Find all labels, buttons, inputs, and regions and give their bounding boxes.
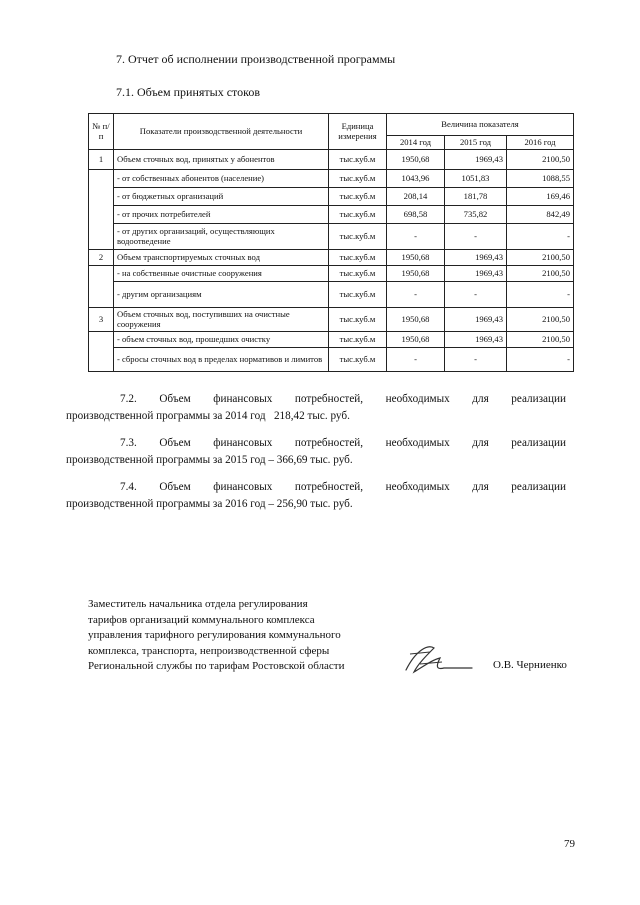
word: Объем xyxy=(159,437,191,449)
table-row xyxy=(89,188,574,206)
row-name: - от бюджетных организаций xyxy=(114,188,329,206)
row-value: 1088,55 xyxy=(507,170,574,188)
row-value: - xyxy=(507,282,574,308)
row-value: - xyxy=(387,224,445,250)
stocks-table xyxy=(88,113,574,372)
paragraph-line: производственной программы за 2014 год 218,42 тыс. руб. xyxy=(66,410,350,422)
row-name: Объем сточных вод, поступивших на очистные сооружения xyxy=(114,308,329,332)
word: Объем xyxy=(159,393,191,405)
row-value: - xyxy=(507,348,574,372)
word: реализации xyxy=(511,393,566,405)
word: финансовых xyxy=(213,393,273,405)
row-value: 698,58 xyxy=(387,206,445,224)
row-num xyxy=(89,332,114,372)
header-value: Величина показателя xyxy=(387,114,574,136)
row-name: - на собственные очистные сооружения xyxy=(114,266,329,282)
word: потребностей, xyxy=(294,437,364,449)
header-year: 2015 год xyxy=(445,136,507,150)
table-row xyxy=(89,224,574,250)
row-unit: тыс.куб.м xyxy=(329,206,387,224)
row-name: Объем сточных вод, принятых у абонентов xyxy=(114,150,329,170)
signatory-line: Заместитель начальника отдела регулирования xyxy=(88,598,308,610)
row-value: 181,78 xyxy=(445,188,507,206)
row-unit: тыс.куб.м xyxy=(329,150,387,170)
word: финансовых xyxy=(213,481,273,493)
paragraph-line: производственной программы за 2015 год – 366,69 тыс. руб. xyxy=(66,454,353,466)
table-row xyxy=(89,150,574,170)
signatory-line: Региональной службы по тарифам Ростовской области xyxy=(88,660,345,672)
row-unit: тыс.куб.м xyxy=(329,308,387,332)
row-value: 208,14 xyxy=(387,188,445,206)
table-row xyxy=(89,348,574,372)
word: реализации xyxy=(511,481,566,493)
word: для xyxy=(472,393,489,405)
row-value: 1969,43 xyxy=(445,250,507,266)
row-value: 842,49 xyxy=(507,206,574,224)
row-value: 1950,68 xyxy=(387,250,445,266)
row-unit: тыс.куб.м xyxy=(329,348,387,372)
row-value: - xyxy=(387,282,445,308)
row-value: 2100,50 xyxy=(507,332,574,348)
row-value: 1969,43 xyxy=(445,150,507,170)
word: необходимых xyxy=(385,481,450,493)
table-row xyxy=(89,308,574,332)
word: Объем xyxy=(159,481,191,493)
row-num xyxy=(89,170,114,250)
row-value: 2100,50 xyxy=(507,266,574,282)
handwritten-signature xyxy=(400,640,480,682)
signatory-line: комплекса, транспорта, непроизводственной сферы xyxy=(88,644,330,657)
row-value: 2100,50 xyxy=(507,308,574,332)
word: необходимых xyxy=(385,437,450,449)
header-year: 2016 год xyxy=(507,136,574,150)
row-value: - xyxy=(445,282,507,308)
row-value: 1969,43 xyxy=(445,266,507,282)
section-heading: 7. Отчет об исполнении производственной программы xyxy=(116,52,396,66)
row-value: 1051,83 xyxy=(445,170,507,188)
row-value: - xyxy=(387,348,445,372)
word: 7.4. xyxy=(120,481,137,493)
word: для xyxy=(472,437,489,449)
table-row xyxy=(89,170,574,188)
row-num: 3 xyxy=(89,308,114,332)
row-unit: тыс.куб.м xyxy=(329,250,387,266)
row-name: - от других организаций, осуществляющих водоотведение xyxy=(114,224,329,250)
row-value: 1950,68 xyxy=(387,266,445,282)
row-unit: тыс.куб.м xyxy=(329,188,387,206)
row-unit: тыс.куб.м xyxy=(329,282,387,308)
row-name: - от прочих потребителей xyxy=(114,206,329,224)
row-value: 1950,68 xyxy=(387,308,445,332)
subsection-heading: 7.1. Объем принятых стоков xyxy=(116,85,260,99)
word: финансовых xyxy=(213,437,273,449)
signatory-name: О.В. Черниенко xyxy=(493,659,567,671)
page-number: 79 xyxy=(564,838,575,850)
word: потребностей, xyxy=(294,393,364,405)
row-unit: тыс.куб.м xyxy=(329,224,387,250)
word: 7.2. xyxy=(120,393,137,405)
row-name: - от собственных абонентов (население) xyxy=(114,170,329,188)
signatory-line: управления тарифного регулирования коммунального xyxy=(88,629,341,641)
header-indicator: Показатели производственной деятельности xyxy=(114,114,329,150)
row-unit: тыс.куб.м xyxy=(329,266,387,282)
row-value: 2100,50 xyxy=(507,250,574,266)
table-row xyxy=(89,282,574,308)
word: необходимых xyxy=(385,393,450,405)
row-value: 1969,43 xyxy=(445,332,507,348)
paragraph-7-4 xyxy=(66,479,566,513)
word: для xyxy=(472,481,489,493)
row-value: - xyxy=(445,224,507,250)
row-name: Объем транспортируемых сточных вод xyxy=(114,250,329,266)
row-value: - xyxy=(445,348,507,372)
row-value: - xyxy=(507,224,574,250)
row-name: - сбросы сточных вод в пределах нормативов и лимитов xyxy=(114,348,329,372)
paragraph-line: производственной программы за 2016 год – 256,90 тыс. руб. xyxy=(66,498,353,510)
header-year: 2014 год xyxy=(387,136,445,150)
table-row xyxy=(89,206,574,224)
header-unit: Единица измерения xyxy=(329,114,387,150)
paragraph-7-3 xyxy=(66,435,566,469)
table-row xyxy=(89,266,574,282)
row-num xyxy=(89,266,114,308)
row-value: 735,82 xyxy=(445,206,507,224)
row-unit: тыс.куб.м xyxy=(329,170,387,188)
signatory-line: тарифов организаций коммунального комплекса xyxy=(88,613,315,626)
row-value: 169,46 xyxy=(507,188,574,206)
row-num: 2 xyxy=(89,250,114,266)
row-value: 1950,68 xyxy=(387,150,445,170)
row-value: 1950,68 xyxy=(387,332,445,348)
row-name: - другим организациям xyxy=(114,282,329,308)
header-num: № п/п xyxy=(89,114,114,150)
row-unit: тыс.куб.м xyxy=(329,332,387,348)
row-value: 1969,43 xyxy=(445,308,507,332)
row-value: 2100,50 xyxy=(507,150,574,170)
paragraph-7-2 xyxy=(66,391,566,425)
row-name: - объем сточных вод, прошедших очистку xyxy=(114,332,329,348)
word: реализации xyxy=(511,437,566,449)
row-num: 1 xyxy=(89,150,114,170)
table-row xyxy=(89,250,574,266)
signatory-block xyxy=(88,597,345,675)
row-value: 1043,96 xyxy=(387,170,445,188)
word: потребностей, xyxy=(294,481,364,493)
word: 7.3. xyxy=(120,437,137,449)
table-row xyxy=(89,332,574,348)
